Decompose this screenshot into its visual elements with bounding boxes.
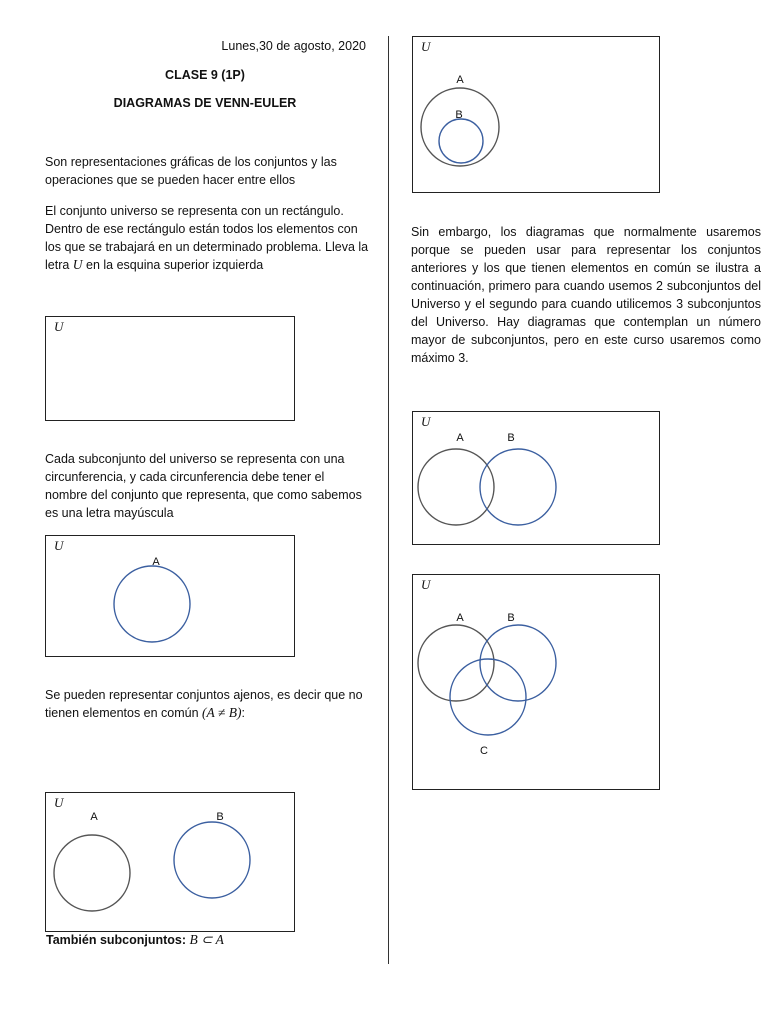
set-b-label: B [216,811,224,823]
date-text: Lunes,30 de agosto, 2020 [221,39,366,53]
universe-label: U [54,319,64,334]
set-a-circle [418,625,494,701]
set-a-label: A [152,556,160,568]
paragraph-subset-caption: También subconjuntos: B ⊂ A [46,932,224,947]
set-b-circle [174,822,250,898]
set-b-circle [480,449,556,525]
set-b-circle [480,625,556,701]
set-b-label: B [507,432,515,444]
set-a-label: A [456,432,464,444]
universe-label: U [54,538,64,553]
set-a-circle [114,566,190,642]
set-c-circle [450,659,526,735]
paragraph-definition: Son representaciones gráficas de los conjuntos y las operaciones que se pueden hacer entre ellos [45,155,337,187]
set-a-label: A [90,811,98,823]
set-c-label: C [480,745,488,757]
set-a-label: A [456,612,464,624]
universe-label: U [421,577,431,592]
universe-label: U [421,39,431,54]
topic-title: DIAGRAMAS DE VENN-EULER [113,96,297,110]
set-a-circle [418,449,494,525]
set-b-circle [439,119,483,163]
set-b-label: B [455,109,463,121]
universe-label: U [421,414,431,429]
paragraph-venn-intro: Sin embargo, los diagramas que normalmente usaremos porque se pueden usar para representar los conjuntos anteriores y los que tienen elementos en común se ilustra a continuación, primero para cuando usemos 2 subconjuntos del Universo y el segundo para cuando utilicemos 3 subconjuntos del Universo. Hay diagramas que contemplan un número mayor de subconjuntos, pero en este curso usaremos como máximo 3. [411,225,761,365]
class-title: CLASE 9 (1P) [165,68,245,82]
universe-label: U [54,795,64,810]
paragraph-disjoint: Se pueden representar conjuntos ajenos, es decir que no tienen elementos en común (A ≠ B): [45,688,363,720]
paragraph-subsets: Cada subconjunto del universo se representa con una circunferencia, y cada circunferencia debe tener el nombre del conjunto que representa, que como sabemos es una letra mayúscula [45,452,362,520]
set-b-label: B [507,612,515,624]
set-a-circle [421,88,499,166]
paragraph-universe: El conjunto universo se representa con un rectángulo. Dentro de ese rectángulo están todos los elementos con los que se trabajará en un determinado problema. Lleva la letra U en la esquina superior izquierda [45,204,369,272]
set-a-label: A [456,74,464,86]
set-a-circle [54,835,130,911]
